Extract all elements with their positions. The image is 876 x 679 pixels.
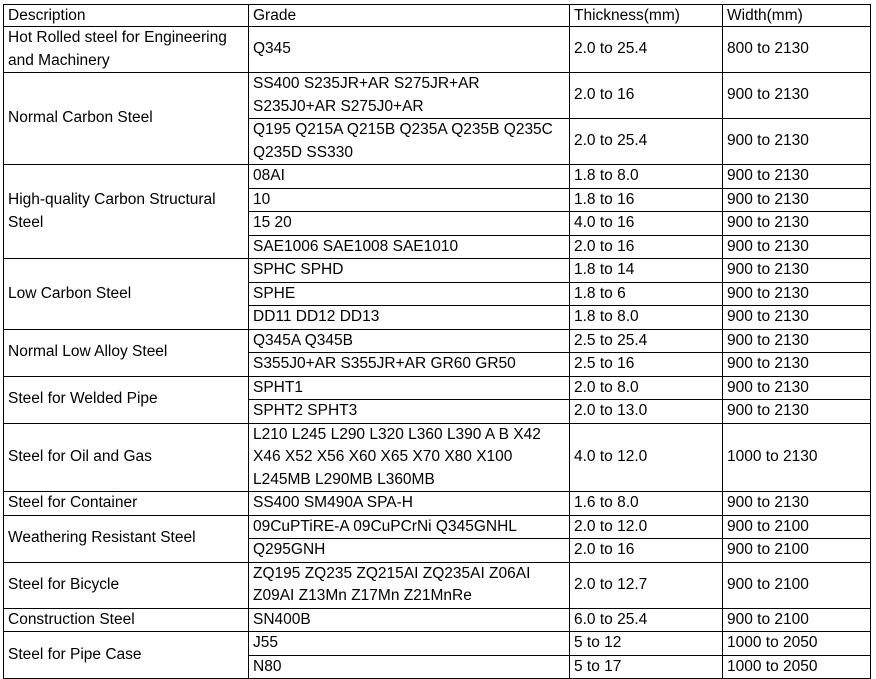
thickness-cell: 2.5 to 16 xyxy=(570,353,723,377)
width-cell: 900 to 2130 xyxy=(723,329,871,353)
thickness-cell: 2.0 to 25.4 xyxy=(570,27,723,73)
grade-cell: Q345A Q345B xyxy=(249,329,570,353)
description-cell: Steel for Container xyxy=(4,492,249,516)
table-row xyxy=(4,27,871,73)
table-row xyxy=(4,423,871,492)
grade-cell: SS400 S235JR+AR S275JR+AR S235J0+AR S275J0+AR xyxy=(249,73,570,119)
thickness-cell: 1.8 to 6 xyxy=(570,282,723,306)
grade-cell: SS400 SM490A SPA-H xyxy=(249,492,570,516)
thickness-cell: 2.0 to 16 xyxy=(570,539,723,563)
steel-grades-table xyxy=(3,4,871,679)
header-description: Description xyxy=(4,5,249,27)
thickness-cell: 2.0 to 12.7 xyxy=(570,562,723,608)
header-width: Width(mm) xyxy=(723,5,871,27)
width-cell: 900 to 2100 xyxy=(723,539,871,563)
width-cell: 1000 to 2050 xyxy=(723,632,871,656)
width-cell: 900 to 2130 xyxy=(723,353,871,377)
width-cell: 900 to 2130 xyxy=(723,492,871,516)
width-cell: 1000 to 2130 xyxy=(723,423,871,492)
description-cell: Normal Low Alloy Steel xyxy=(4,329,249,376)
grade-cell: SPHC SPHD xyxy=(249,259,570,283)
header-grade: Grade xyxy=(249,5,570,27)
header-thickness: Thickness(mm) xyxy=(570,5,723,27)
width-cell: 800 to 2130 xyxy=(723,27,871,73)
grade-cell: SN400B xyxy=(249,608,570,632)
grade-cell: 09CuPTiRE-A 09CuPCrNi Q345GNHL xyxy=(249,515,570,539)
thickness-cell: 2.0 to 16 xyxy=(570,73,723,119)
table-body xyxy=(4,27,871,679)
thickness-cell: 1.8 to 16 xyxy=(570,188,723,212)
description-cell: Steel for Pipe Case xyxy=(4,632,249,679)
description-cell: Steel for Oil and Gas xyxy=(4,423,249,492)
width-cell: 900 to 2130 xyxy=(723,376,871,400)
table-row xyxy=(4,165,871,189)
width-cell: 900 to 2130 xyxy=(723,119,871,165)
thickness-cell: 1.8 to 8.0 xyxy=(570,165,723,189)
grade-cell: SPHT1 xyxy=(249,376,570,400)
description-cell: High-quality Carbon Structural Steel xyxy=(4,165,249,259)
description-cell: Construction Steel xyxy=(4,608,249,632)
width-cell: 900 to 2130 xyxy=(723,235,871,259)
width-cell: 900 to 2130 xyxy=(723,212,871,236)
width-cell: 1000 to 2050 xyxy=(723,655,871,679)
thickness-cell: 2.0 to 25.4 xyxy=(570,119,723,165)
grade-cell: 08AI xyxy=(249,165,570,189)
grade-cell: 10 xyxy=(249,188,570,212)
grade-cell: SPHE xyxy=(249,282,570,306)
description-cell: Steel for Bicycle xyxy=(4,562,249,608)
table-row xyxy=(4,608,871,632)
grade-cell: Q295GNH xyxy=(249,539,570,563)
grade-cell: Q195 Q215A Q215B Q235A Q235B Q235C Q235D SS330 xyxy=(249,119,570,165)
grade-cell: L210 L245 L290 L320 L360 L390 A B X42 X46 X52 X56 X60 X65 X70 X80 X100 L245MB L290MB L360MB xyxy=(249,423,570,492)
width-cell: 900 to 2130 xyxy=(723,73,871,119)
grade-cell: SPHT2 SPHT3 xyxy=(249,400,570,424)
description-cell: Low Carbon Steel xyxy=(4,259,249,330)
thickness-cell: 4.0 to 12.0 xyxy=(570,423,723,492)
table-row xyxy=(4,492,871,516)
grade-cell: S355J0+AR S355JR+AR GR60 GR50 xyxy=(249,353,570,377)
width-cell: 900 to 2130 xyxy=(723,188,871,212)
width-cell: 900 to 2130 xyxy=(723,165,871,189)
thickness-cell: 2.0 to 16 xyxy=(570,235,723,259)
table-row xyxy=(4,562,871,608)
thickness-cell: 2.5 to 25.4 xyxy=(570,329,723,353)
width-cell: 900 to 2130 xyxy=(723,306,871,330)
table-row xyxy=(4,329,871,353)
width-cell: 900 to 2100 xyxy=(723,515,871,539)
thickness-cell: 1.8 to 8.0 xyxy=(570,306,723,330)
thickness-cell: 6.0 to 25.4 xyxy=(570,608,723,632)
thickness-cell: 2.0 to 8.0 xyxy=(570,376,723,400)
description-cell: Hot Rolled steel for Engineering and Machinery xyxy=(4,27,249,73)
width-cell: 900 to 2130 xyxy=(723,259,871,283)
table-row xyxy=(4,259,871,283)
width-cell: 900 to 2100 xyxy=(723,608,871,632)
table-row xyxy=(4,632,871,656)
grade-cell: Q345 xyxy=(249,27,570,73)
width-cell: 900 to 2100 xyxy=(723,562,871,608)
grade-cell: SAE1006 SAE1008 SAE1010 xyxy=(249,235,570,259)
grade-cell: 15 20 xyxy=(249,212,570,236)
description-cell: Weathering Resistant Steel xyxy=(4,515,249,562)
table-row xyxy=(4,515,871,539)
thickness-cell: 4.0 to 16 xyxy=(570,212,723,236)
grade-cell: J55 xyxy=(249,632,570,656)
thickness-cell: 2.0 to 12.0 xyxy=(570,515,723,539)
description-cell: Normal Carbon Steel xyxy=(4,73,249,165)
grade-cell: DD11 DD12 DD13 xyxy=(249,306,570,330)
thickness-cell: 1.6 to 8.0 xyxy=(570,492,723,516)
table-row xyxy=(4,73,871,119)
table-row xyxy=(4,376,871,400)
width-cell: 900 to 2130 xyxy=(723,400,871,424)
thickness-cell: 5 to 12 xyxy=(570,632,723,656)
description-cell: Steel for Welded Pipe xyxy=(4,376,249,423)
thickness-cell: 5 to 17 xyxy=(570,655,723,679)
width-cell: 900 to 2130 xyxy=(723,282,871,306)
grade-cell: ZQ195 ZQ235 ZQ215AI ZQ235AI Z06AI Z09AI Z13Mn Z17Mn Z21MnRe xyxy=(249,562,570,608)
table-header xyxy=(4,5,871,27)
thickness-cell: 2.0 to 13.0 xyxy=(570,400,723,424)
thickness-cell: 1.8 to 14 xyxy=(570,259,723,283)
grade-cell: N80 xyxy=(249,655,570,679)
header-row xyxy=(4,5,871,27)
